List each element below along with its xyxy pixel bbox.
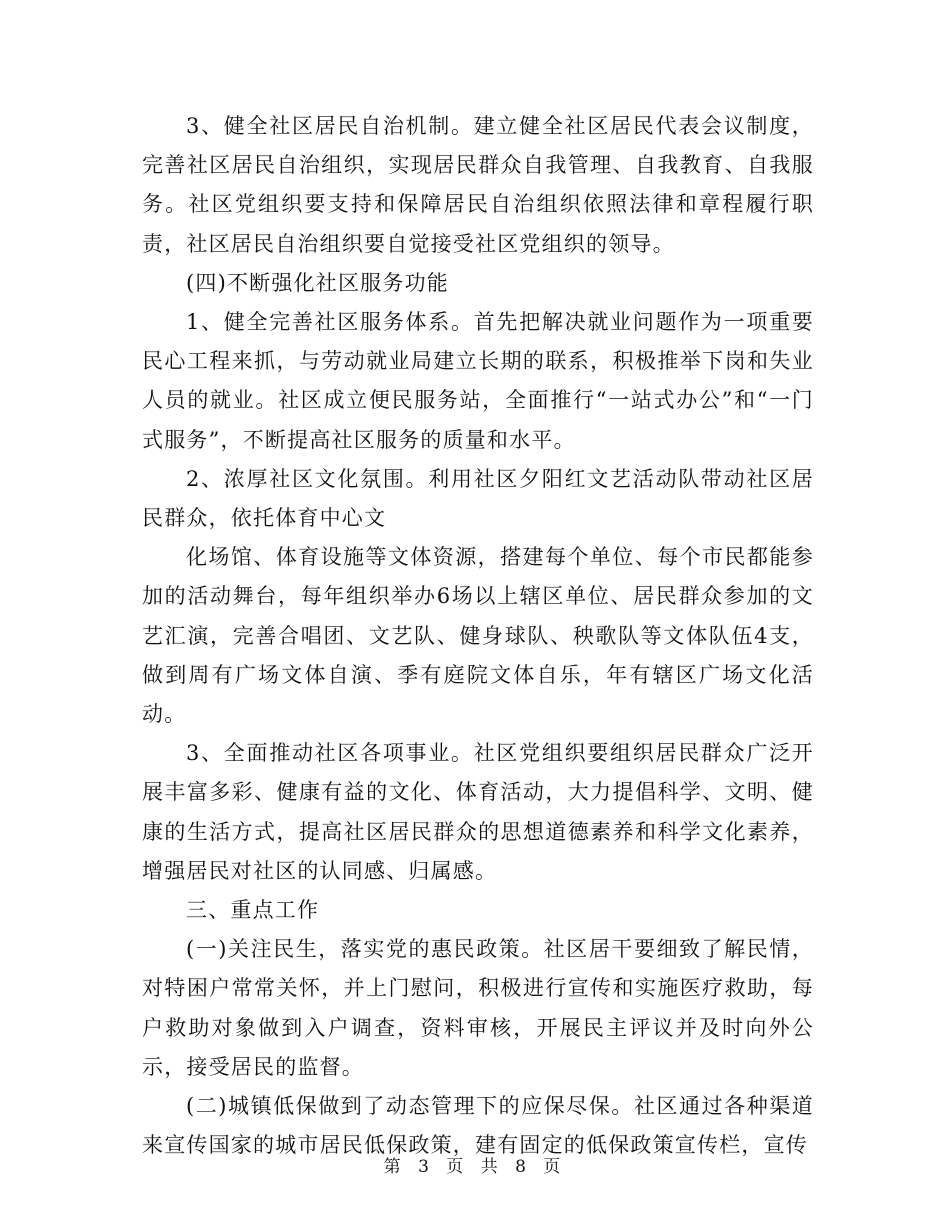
paragraph-livelihood-policy: (一)关注民生，落实党的惠民政策。社区居干要细致了解民情，对特困户常常关怀，并上门慰问，积极进行宣传和实施医疗救助，每户救助对象做到入户调查，资料审核，开展民主评议并及时向外公示，接受居民的监督。 <box>142 937 814 1079</box>
section-heading-key-work: 三、重点工作 <box>186 898 320 923</box>
page-footer: 第 3 页 共 8 页 <box>383 1157 567 1177</box>
section-heading-service-function: (四)不断强化社区服务功能 <box>186 270 449 295</box>
paragraph-community-affairs: 3、全面推动社区各项事业。社区党组织要组织居民群众广泛开展丰富多彩、健康有益的文化、体育活动，大力提倡科学、文明、健康的生活方式，提高社区居民群众的思想道德素养和科学文化素养，增强居民对社区的认同感、归属感。 <box>142 741 814 883</box>
paragraph-culture-continued: 化场馆、体育设施等文体资源，搭建每个单位、每个市民都能参加的活动舞台，每年组织举办6场以上辖区单位、居民群众参加的文艺汇演，完善合唱团、文艺队、健身球队、秧歌队等文体队伍4支，做到周有广场文体自演、季有庭院文体自乐，年有辖区广场文化活动。 <box>142 545 814 727</box>
paragraph-minimum-security: (二)城镇低保做到了动态管理下的应保尽保。社区通过各种渠道来宣传国家的城市居民低保政策，建有固定的低保政策宣传栏，宣传 <box>142 1094 814 1158</box>
document-body <box>142 107 814 1165</box>
paragraph-service-system: 1、健全完善社区服务体系。首先把解决就业问题作为一项重要民心工程来抓，与劳动就业局建立长期的联系，积极推举下岗和失业人员的就业。社区成立便民服务站，全面推行“一站式办公”和“一门式服务”，不断提高社区服务的质量和水平。 <box>142 310 814 452</box>
paragraph-culture-atmosphere: 2、浓厚社区文化氛围。利用社区夕阳红文艺活动队带动社区居民群众，依托体育中心文 <box>142 466 814 531</box>
paragraph-autonomy-mechanism: 3、健全社区居民自治机制。建立健全社区居民代表会议制度，完善社区居民自治组织，实现居民群众自我管理、自我教育、自我服务。社区党组织要支持和保障居民自治组织依照法律和章程履行职责，社区居民自治组织要自觉接受社区党组织的领导。 <box>142 114 814 256</box>
